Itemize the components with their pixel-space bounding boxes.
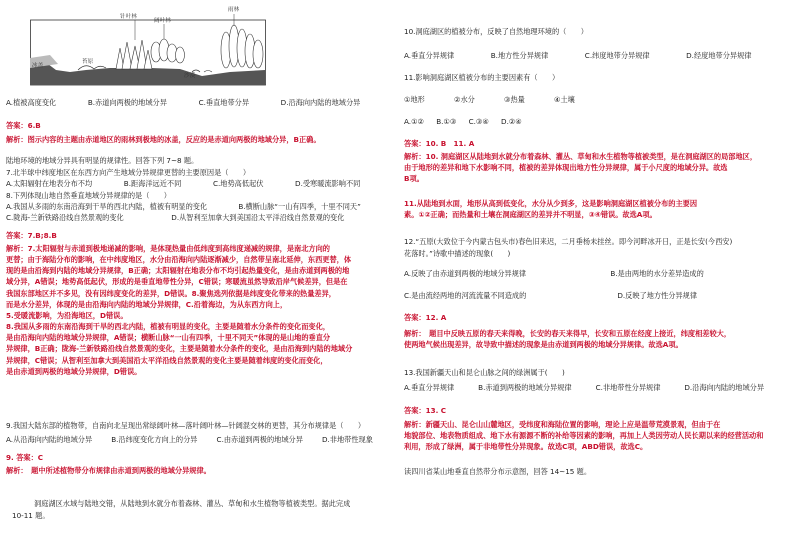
question-13: 13.我国新疆天山和昆仑山脉之间的绿洲属于( ): [404, 368, 565, 377]
figure-label-coniferous: 针叶林: [120, 14, 137, 20]
option-b: B.距海洋远近不同: [123, 179, 182, 188]
analysis-line: 是由沿海向内陆的地域分异规律，A错误；横断山脉“一山有四季，十里不同天”体现的是山地的垂直分: [6, 333, 331, 343]
option-b: B.赤道到两极的地域分异规律: [478, 383, 572, 392]
option-d: D.沿海向内陆的地域分异: [280, 98, 361, 107]
figure-label-desert: 沙漠: [184, 73, 196, 79]
option-a: A.①②: [404, 117, 424, 126]
question-8-options-ab: [6, 201, 392, 212]
analysis-10: [404, 151, 788, 184]
question-10: 10.洞庭湖区的植被分布，反映了自然地理环境的（ ）: [404, 27, 588, 36]
analysis-line: 解析： 题目中反映五原的春天来得晚，长安的春天来得早，长安和五原在经度上接近，纬度相差较大，: [404, 329, 732, 338]
option-c: C.由赤道到两极的地域分异: [216, 435, 303, 444]
option-d: D.受寒暖流影响不同: [295, 179, 361, 188]
question-6-options: [6, 97, 392, 108]
analysis-line: 解析：新疆天山、昆仑山山麓地区，受纬度和海陆位置的影响，理论上应是温带荒漠景观，但由于在: [404, 420, 721, 429]
option-c: C.垂直地带分异: [198, 98, 250, 107]
option-c: C.是由流经两地的河流流量不同造成的: [404, 291, 527, 300]
option-d: D.非地带性现象: [321, 435, 373, 444]
answer-6: 答案：6.B: [6, 121, 41, 130]
analysis-line: 是由赤道到两极的地域分异规律，D错误。: [6, 366, 142, 376]
question-12-options-cd: [404, 290, 788, 301]
analysis-line: 利用，形成了绿洲，属于非地带性分异现象。故选C项，ABD错误，故选C。: [404, 442, 648, 452]
question-9-options: [6, 434, 392, 445]
option-b: B.①③: [436, 117, 457, 126]
question-10-options: [404, 50, 788, 61]
option-a: A.垂直分异规律: [404, 383, 455, 392]
intro-10-11: 洞庭湖区水域与陆地交错，从陆地到水就分布着森林、灌丛、草甸和水生植物等植被类型。据此完成: [34, 499, 351, 508]
option-c: C.非地带性分异规律: [595, 383, 661, 392]
question-8: 8.下列体现山地自然垂直地域分异规律的是（ ）: [6, 191, 171, 200]
item-1: ①地形: [404, 95, 425, 104]
option-d: D.经度地带分异规律: [686, 51, 752, 60]
analysis-line: 现的是由沿海到内陆的地域分异规律，B正确；太阳辐射在地表分布不均引起热量变化，是由赤道到两极的地: [6, 266, 350, 276]
intro-7-8: 陆地环境的地域分异具有明显的规律性。回答下列 7~8 题。: [6, 156, 199, 165]
analysis-11: [404, 198, 788, 220]
analysis-13: [404, 419, 788, 452]
vegetation-zone-figure: [30, 6, 266, 86]
analysis-12: [404, 328, 788, 350]
figure-label-broadleaf: 阔叶林: [154, 18, 171, 24]
analysis-line: 而是水分差异，体现的是由沿海向内陆的地域分异规律，C.沿着海边，为从东西方向上，: [6, 299, 288, 309]
answer-7-8: 答案：7.B;8.B: [6, 231, 57, 240]
question-11-items: [404, 94, 604, 105]
answer-9: 9. 答案：C: [6, 453, 44, 462]
analysis-9: 解析： 题中所述植物带分布规律由赤道到两极的地域分异规律。: [6, 466, 211, 475]
option-a: A.反映了由赤道到两极的地域分异规律: [404, 269, 527, 278]
question-12: 12.“五原(大致位于今内蒙古包头市)春色旧来迟，二月垂杨未挂丝。即今河畔冰开日，正是长安(今西安): [404, 237, 733, 246]
option-d: D.②④: [501, 117, 522, 126]
option-c: C.纬度地带分异规律: [584, 51, 650, 60]
question-11: 11.影响洞庭湖区植被分布的主要因素有（ ）: [404, 73, 560, 82]
question-12-cont: 花落时。”诗歌中描述的现象( ): [404, 249, 511, 258]
option-d: D.反映了地方性分异规律: [617, 291, 698, 300]
question-11-options: [404, 116, 534, 127]
analysis-line: 使两地气候出现差异，故导致中描述的现象是由赤道到两极的地域分异规律。故选A项。: [404, 340, 683, 350]
analysis-line: 更替；由于海陆分布的影响，在中纬度地区，水分由沿海向内陆逐渐减少，自然带呈南北延伸，东西更替，体: [6, 255, 352, 265]
figure-label-ice: 冰盖: [32, 63, 44, 69]
figure-label-rainforest: 雨林: [228, 7, 240, 13]
figure-label-tundra: 苔原: [82, 59, 94, 65]
option-b: B.赤道向两极的地域分异: [87, 98, 167, 107]
option-a: A.太阳辐射在地表分布不均: [6, 179, 93, 188]
option-d: D.从智利至加拿大到美国沿太平洋沿线自然景观的变化: [171, 213, 345, 222]
option-a: A.我国从多雨的东南沿海到干旱的西北内陆，植被有明显的变化: [6, 202, 208, 211]
option-b: B.横断山脉“一山有四季，十里不同天”: [238, 202, 361, 211]
option-b: B.沿纬度变化方向上的分异: [111, 435, 198, 444]
analysis-line: 解析：10. 洞庭湖区从陆地到水就分布着森林、灌丛、草甸和水生植物等植被类型，是在洞庭湖区的局部地区，: [404, 152, 758, 161]
question-8-options-cd: [6, 212, 392, 223]
item-4: ④土壤: [554, 95, 575, 104]
answer-10-11: 答案：10. B 11. A: [404, 139, 475, 148]
analysis-line: 11.从陆地到水面，地形从高到低变化，水分从少到多，这是影响洞庭湖区植被分布的主要因: [404, 199, 698, 208]
analysis-line: 解析：7.太阳辐射与赤道到极地递减的影响，是体现热量由低纬度到高纬度递减的规律，是南北方向的: [6, 244, 330, 253]
option-c: C.③④: [468, 117, 489, 126]
analysis-line: B项。: [404, 174, 424, 184]
analysis-line: 我国东部地区并不多见，没有因纬度变化的差异，D错误。8.聚焦选列依据是纬度变化带来的热量差异，: [6, 288, 336, 298]
question-12-options-ab: [404, 268, 788, 279]
zonation-diagram: [30, 6, 266, 86]
analysis-6: 解析：图示内容的主题由赤道地区的雨林到极地的冰盖，反应的是赤道向两极的地域分异，B正确。: [6, 135, 321, 144]
option-a: A.植被高度变化: [6, 98, 57, 107]
option-a: A.从沿海向内陆的地域分异: [6, 435, 93, 444]
option-a: A.垂直分异规律: [404, 51, 455, 60]
question-13-options: [404, 382, 788, 393]
analysis-line: 8.我国从多雨的东南沿海到干旱的西北内陆，植被有明显的变化，主要是随着水分条件的变化而变化，: [6, 322, 330, 332]
item-2: ②水分: [454, 95, 475, 104]
analysis-line: 异规律，B正确；陇海-兰新铁路沿线自然景观的变化，主要是随着水分条件的变化，是由沿海到内陆的地域分: [6, 344, 353, 354]
question-7: 7.北半球中纬度地区在东西方向产生地域分异规律更替的主要原因是（ ）: [6, 168, 251, 177]
option-c: C.地势高低起伏: [212, 179, 264, 188]
analysis-line: 地貌部位、地表物质组成、地下水有源源不断的补给等因素的影响，再加上人类因劳动人民长期以来的经营活动和: [404, 431, 764, 441]
analysis-line: 由于地形的差异和地下水影响不同，植被的差异体现出地方性分异规律，属于小尺度的地域分异。故选: [404, 163, 728, 173]
item-3: ③热量: [504, 95, 525, 104]
question-7-options: [6, 178, 392, 189]
option-c: C.陇海-兰新铁路沿线自然景观的变化: [6, 213, 124, 222]
option-d: D.沿海向内陆的地域分异: [684, 383, 765, 392]
option-b: B.是由两地的水分差异造成的: [610, 269, 704, 278]
analysis-line: 异规律，C错误；从智利至加拿大到美国沿太平洋沿线自然景观的变化主要是随着纬度的变化而变化，: [6, 355, 328, 365]
analysis-line: 素。①②正确；而热量和土壤在洞庭湖区的差异并不明显，③④错误。故选A项。: [404, 210, 657, 220]
question-9: 9.我国大陆东部的植物带，自南向北呈现出常绿阔叶林—落叶阔叶林—针阔混交林的更替，其分布规律是（ ）: [6, 421, 366, 430]
intro-14-15: 读四川省某山地垂直自然带分布示意图，回答 14~15 题。: [404, 467, 592, 476]
option-b: B.地方性分异规律: [490, 51, 549, 60]
analysis-7-8: [6, 243, 392, 377]
answer-13: 答案：13. C: [404, 406, 447, 415]
analysis-line: 5.受暖流影响，为沿海地区，D错误。: [6, 310, 128, 320]
analysis-line: 域分异，A错误；地势高低起伏，形成的是垂直地带性分异，C错误；寒暖流虽然导致沿岸气候差异，但是在: [6, 277, 348, 287]
intro-10-11-cont: 10-11 题。: [12, 511, 50, 520]
answer-12: 答案：12. A: [404, 313, 447, 322]
